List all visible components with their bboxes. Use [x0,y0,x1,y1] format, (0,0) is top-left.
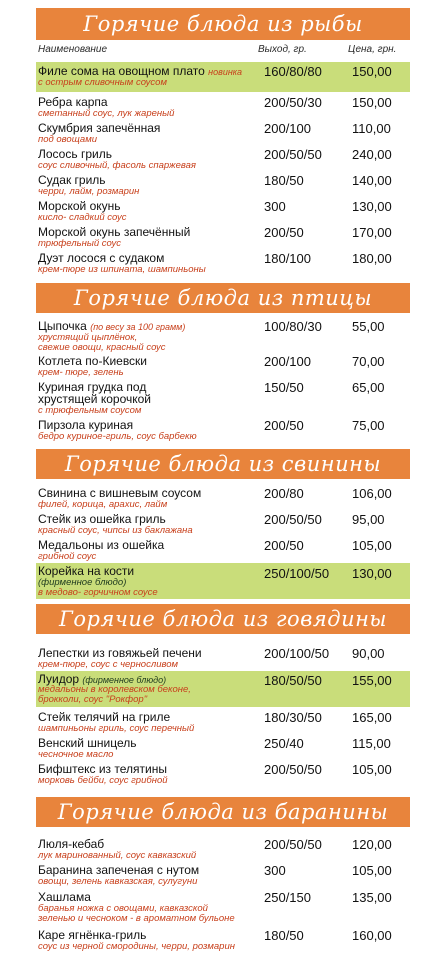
item-output: 180/30/50 [264,710,322,725]
item-name: Венский шницель [38,736,137,750]
menu-item-lamb-3 [36,929,410,955]
item-output: 180/50 [264,928,304,943]
column-header-output: Выход, гр. [258,44,307,55]
menu-item-pork-2 [36,539,410,565]
menu-item-poultry-2 [36,381,410,417]
item-description: сметанный соус, лук жареный [38,108,175,119]
item-output: 200/50 [264,225,304,240]
item-description: лук маринованный, соус кавказский [38,850,197,861]
item-description: кисло- сладкий соус [38,212,127,223]
item-name: Дуэт лосося с судаком [38,251,165,265]
item-description: овощи, зелень кавказская, сулугуни [38,876,198,887]
item-output: 200/80 [264,486,304,501]
menu-item-fish-7 [36,252,410,278]
item-name: Скумбрия запечённая [38,121,161,135]
item-price: 105,00 [352,762,392,777]
item-name: Цыпочка [38,319,87,333]
item-price: 90,00 [352,646,385,661]
menu-item-beef-3 [36,737,410,763]
item-description: в медово- горчичном соусе [38,587,158,598]
menu-item-fish-5 [36,200,410,226]
section-title-pork: Горячие блюда из свинины [36,449,410,479]
item-price: 75,00 [352,418,385,433]
item-price: 105,00 [352,538,392,553]
item-price: 180,00 [352,251,392,266]
menu-item-fish-3 [36,148,410,174]
item-description: медальоны в королевском беконе, [38,684,191,695]
item-description: бедро куриное-гриль, соус барбекю [38,431,197,442]
item-price: 105,00 [352,863,392,878]
item-name: Лосось гриль [38,147,112,161]
item-description: чесночное масло [38,749,114,760]
item-output: 180/50/50 [264,673,322,688]
item-description: грибной соус [38,551,97,562]
item-output: 180/100 [264,251,311,266]
item-price: 115,00 [352,736,391,751]
item-name: Корейка на кости [38,564,135,578]
item-price: 150,00 [352,95,392,110]
item-name: Луидор [38,672,80,686]
menu-item-poultry-1 [36,355,410,381]
item-name: Лепестки из говяжьей печени [38,646,202,660]
item-description: с трюфельным соусом [38,405,142,416]
item-name: Судак гриль [38,173,106,187]
item-output: 200/50 [264,538,304,553]
item-price: 130,00 [352,199,392,214]
section-title-poultry: Горячие блюда из птицы [36,283,410,313]
item-price: 110,00 [352,121,391,136]
item-price: 70,00 [352,354,385,369]
item-description: крем-пюре, соус с черносливом [38,659,179,670]
menu-item-lamb-0 [36,838,410,864]
menu-item-pork-3 [36,563,410,599]
item-description: шампиньоны гриль, соус перечный [38,723,195,734]
item-description: крем- пюре, зелень [38,367,124,378]
item-description: красный соус, чипсы из баклажана [38,525,193,536]
item-description: соус сливочный, фасоль спаржевая [38,160,196,171]
item-price: 160,00 [352,928,392,943]
item-description: морковь бейби, соус грибной [38,775,168,786]
column-header-name: Наименование [38,44,108,55]
item-name: Свинина с вишневым соусом [38,486,202,500]
item-output: 200/100 [264,354,311,369]
item-name: Люля-кебаб [38,837,105,851]
item-description: соус из черной смородины, черри, розмарин [38,941,235,952]
menu-item-beef-2 [36,711,410,737]
item-price: 106,00 [352,486,392,501]
item-price: 130,00 [352,566,392,581]
item-output: 200/50/50 [264,512,322,527]
item-output: 180/50 [264,173,304,188]
section-title-beef: Горячие блюда из говядины [36,604,410,634]
item-output: 300 [264,863,286,878]
item-description: крем-пюре из шпината, шампиньоны [38,264,206,275]
item-output: 300 [264,199,286,214]
item-name: Куриная грудка под [38,380,147,394]
item-price: 170,00 [352,225,392,240]
item-name: Котлета по-Киевски [38,354,148,368]
item-name-line2: (фирменное блюдо) [38,577,127,588]
item-name: Ребра карпа [38,95,108,109]
item-name-line2: хрустящей корочкой [38,392,152,406]
menu-item-fish-1 [36,96,410,122]
menu-item-beef-1 [36,671,410,707]
menu-item-lamb-2 [36,891,410,927]
item-price: 95,00 [352,512,385,527]
item-output: 200/100 [264,121,311,136]
item-price: 240,00 [352,147,392,162]
item-output: 160/80/80 [264,64,322,79]
item-description: хрустящий цыплёнок, [38,332,138,343]
item-note: (по весу за 100 грамм) [90,322,186,332]
item-price: 165,00 [352,710,392,725]
menu-item-fish-0 [36,62,410,92]
item-description: баранья ножка с овощами, кавказской [38,903,208,914]
item-name: Медальоны из ошейка [38,538,165,552]
item-name: Каре ягнёнка-гриль [38,928,147,942]
item-description: трюфельный соус [38,238,121,249]
item-description-line2: зеленью и чесноком - в ароматном бульоне [38,913,235,924]
item-note: новинка [208,67,243,77]
item-description-line2: свежие овощи, красный соус [38,342,166,353]
item-output: 250/100/50 [264,566,330,581]
menu-item-fish-4 [36,174,410,200]
item-name: Хашлама [38,890,91,904]
item-output: 250/150 [264,890,311,905]
menu-item-poultry-0 [36,320,410,358]
item-name: Морской окунь запечённый [38,225,191,239]
item-output: 200/50/30 [264,95,322,110]
item-price: 150,00 [352,64,392,79]
item-price: 135,00 [352,890,392,905]
item-price: 155,00 [352,673,392,688]
item-description: черри, лайм, розмарин [38,186,140,197]
item-name: Пирзола куриная [38,418,134,432]
item-name: Бифштекс из телятины [38,762,167,776]
column-header-price: Цена, грн. [348,44,397,55]
item-description: филей, корица, арахис, лайм [38,499,168,510]
item-price: 120,00 [352,837,392,852]
menu-item-pork-1 [36,513,410,539]
item-output: 200/50 [264,418,304,433]
item-output: 200/50/50 [264,762,322,777]
item-name: Стейк из ошейка гриль [38,512,166,526]
item-price: 140,00 [352,173,392,188]
menu-item-lamb-1 [36,864,410,890]
section-title-fish: Горячие блюда из рыбы [36,8,410,40]
menu-item-pork-0 [36,487,410,513]
item-output: 100/80/30 [264,319,322,334]
item-description-line2: брокколи, соус "Рокфор" [38,694,148,705]
menu-item-beef-4 [36,763,410,789]
item-output: 250/40 [264,736,304,751]
menu-item-fish-2 [36,122,410,148]
menu-item-poultry-3 [36,419,410,445]
item-name: Филе сома на овощном плато [38,64,205,78]
menu-item-beef-0 [36,647,410,673]
item-note: (фирменное блюдо) [82,675,167,685]
item-description: под овощами [38,134,97,145]
item-name: Стейк телячий на гриле [38,710,171,724]
item-output: 150/50 [264,380,304,395]
item-price: 65,00 [352,380,385,395]
item-output: 200/50/50 [264,147,322,162]
item-description: с острым сливочным соусом [38,77,167,88]
item-output: 200/50/50 [264,837,322,852]
item-output: 200/100/50 [264,646,330,661]
item-name: Морской окунь [38,199,121,213]
section-title-lamb: Горячие блюда из баранины [36,797,410,827]
menu-item-fish-6 [36,226,410,252]
item-name: Баранина запеченая с нутом [38,863,200,877]
item-price: 55,00 [352,319,385,334]
